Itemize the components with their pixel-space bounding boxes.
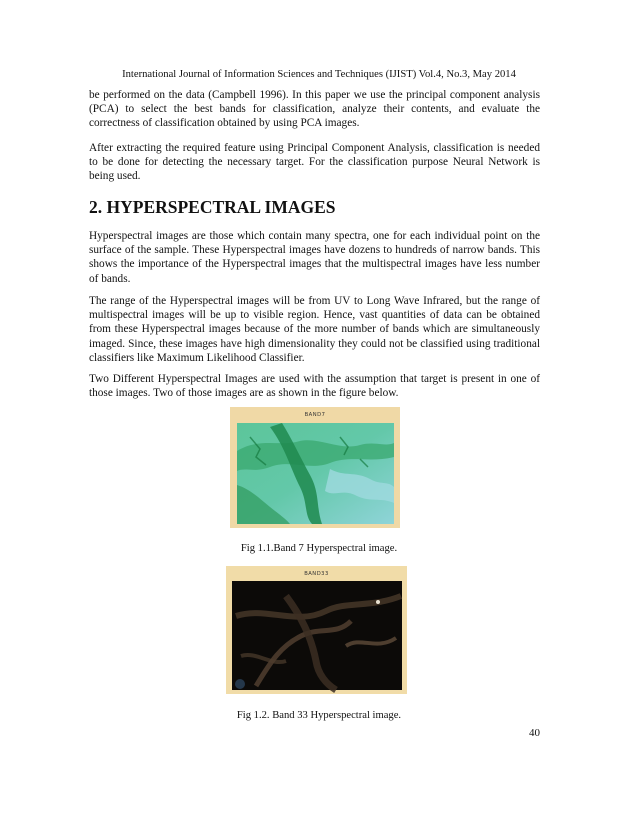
- section-paragraph-2: The range of the Hyperspectral images will be from UV to Long Wave Infrared, but the range of multispectral images will be up to visible region. Hence, vast quantities of data can be obtained from these Hyperspectral images because of the more number of bands which are simultaneously imaged. Since, these images have high dimensionality they could not be classified using traditional classifiers like Maximum Likelihood Classifier.: [89, 295, 540, 364]
- figure-band33-title: BAND33: [304, 571, 329, 577]
- page-number: 40: [529, 727, 540, 739]
- figure-band33: [226, 566, 407, 694]
- paragraph-1: be performed on the data (Campbell 1996). In this paper we use the principal component analysis (PCA) to select the best bands for classification, analyze their contents, and evaluate the correctness of classification obtained by using PCA images.: [89, 89, 540, 130]
- figure-band33-caption: Fig 1.2. Band 33 Hyperspectral image.: [236, 710, 402, 721]
- figure-band7: [230, 407, 400, 528]
- figure-band7-title: BAND7: [304, 412, 326, 418]
- section-heading: 2. HYPERSPECTRAL IMAGES: [89, 197, 336, 217]
- band7-image: [230, 407, 400, 528]
- journal-header: International Journal of Information Sciences and Techniques (IJIST) Vol.4, No.3, May 2014: [122, 69, 516, 80]
- band33-image: [226, 566, 407, 694]
- figure-band7-caption: Fig 1.1.Band 7 Hyperspectral image.: [240, 543, 398, 554]
- paragraph-2: After extracting the required feature using Principal Component Analysis, classification is needed to be done for detecting the necessary target. For the classification purpose Neural Network is being used.: [89, 142, 540, 183]
- section-paragraph-1: Hyperspectral images are those which contain many spectra, one for each individual point on the surface of the sample. These Hyperspectral images have dozens to hundreds of narrow bands. This shows the importance of the Hyperspectral images that the multispectral images have less number of bands.: [89, 230, 540, 285]
- section-paragraph-3: Two Different Hyperspectral Images are used with the assumption that target is present in one of those images. Two of those images are as shown in the figure below.: [89, 373, 540, 400]
